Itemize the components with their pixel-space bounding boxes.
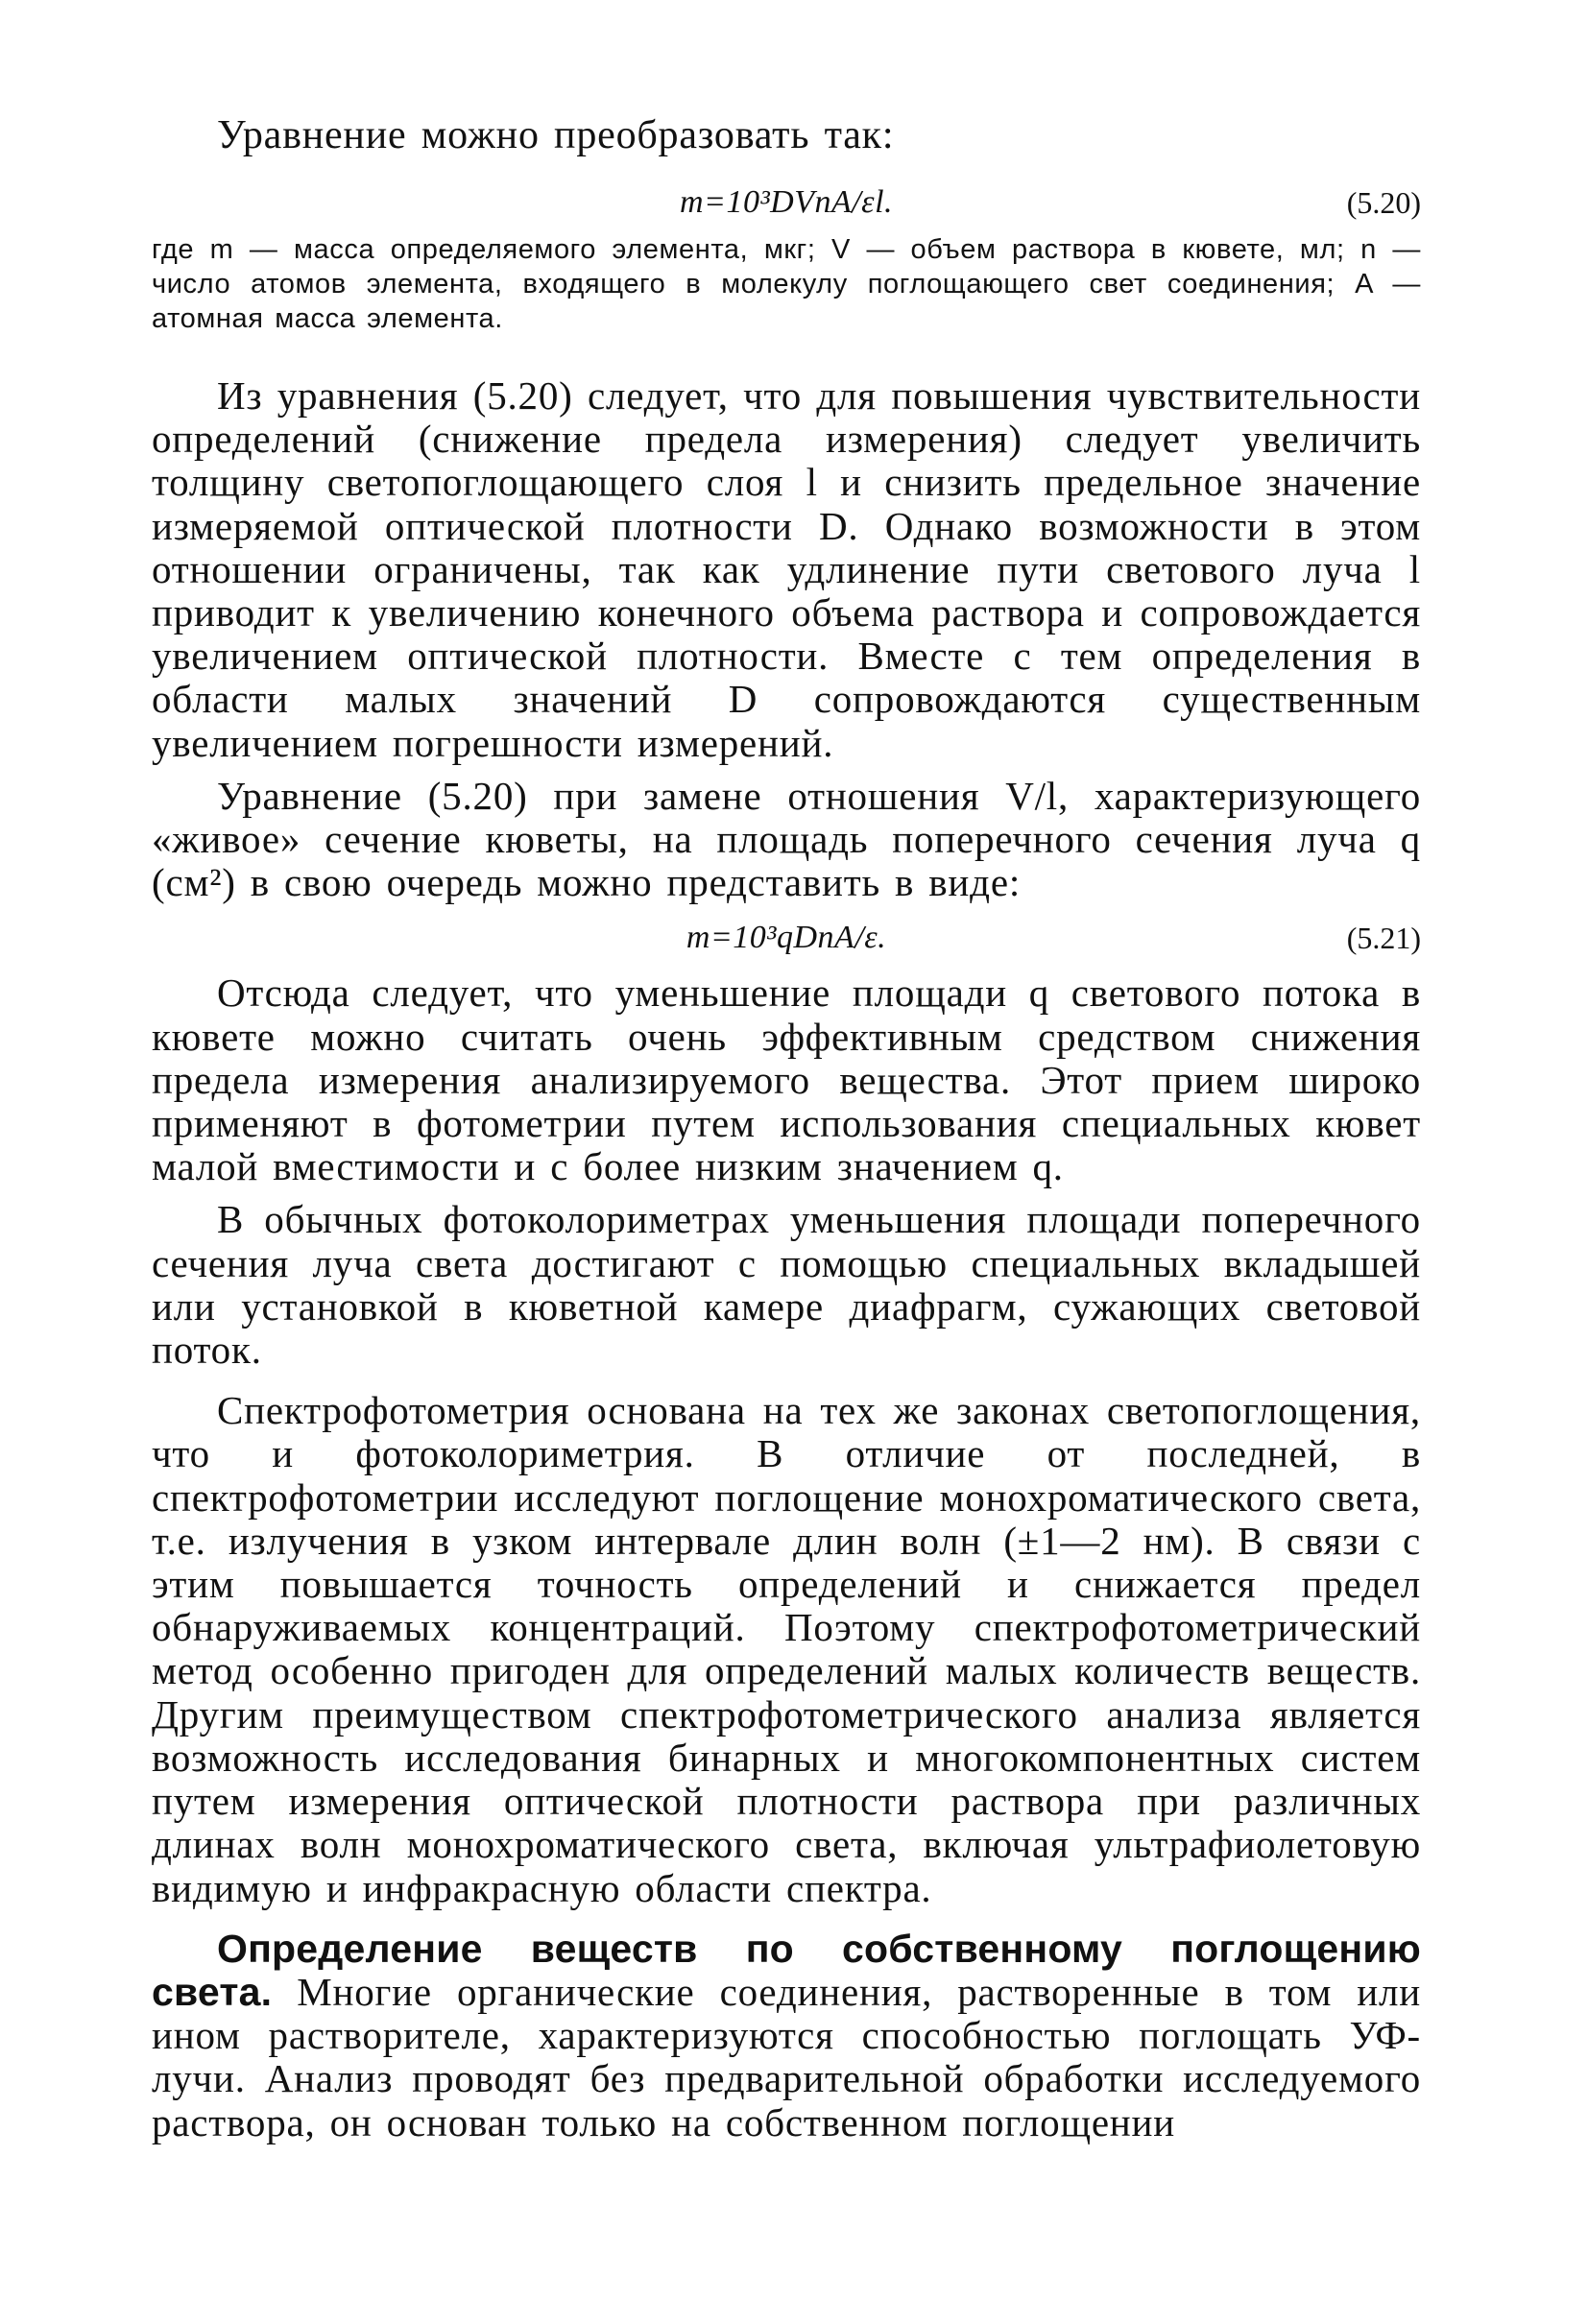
- paragraph-sensitivity: Из уравнения (5.20) следует, что для повышения чувствительности определений (снижение предела измерения) следует увеличить толщину светопоглощающего слоя l и снизить предельное значение измеряемой оптической плотности D. Однако возможности в этом отношении ограничены, так как удлинение пути светового луча l приводит к увеличению конечного объема раствора и сопровождается увеличением оптической плотности. Вместе с тем определения в области малых значений D сопровождаются существенным увеличением погрешности измерений.: [152, 373, 1421, 765]
- document-page: [152, 113, 1421, 2144]
- equation-5-20-number: (5.20): [1346, 185, 1421, 220]
- paragraph-own-absorption-body: Многие органические соединения, растворенные в том или ином растворителе, характеризуются способностью поглощать УФ-лучи. Анализ проводят без предварительной обработки исследуемого раствора, он основан только на собственном поглощении: [152, 1969, 1421, 2144]
- paragraph-cross-section: Уравнение (5.20) при замене отношения V/l, характеризующего «живое» сечение кюветы, на площадь поперечного сечения луча q (см²) в свою очередь можно представить в виде:: [152, 773, 1421, 905]
- equation-5-20-expression: m=10³DVnA/εl.: [679, 184, 894, 220]
- equation-legend: где m — масса определяемого элемента, мкг; V — объем раствора в кювете, мл; n — число атомов элемента, входящего в молекулу поглощающего свет соединения; A — атомная масса элемента.: [152, 234, 1421, 334]
- section-heading-inline: Определение веществ по собственному поглощению света.: [152, 1926, 1421, 2014]
- equation-5-21-expression: m=10³qDnA/ε.: [686, 920, 887, 956]
- paragraph-area-reduction: Отсюда следует, что уменьшение площади q светового потока в кювете можно считать очень эффективным средством снижения предела измерения анализируемого вещества. Этот прием широко применяют в фотометрии путем использования специальных кювет малой вместимости и с более низким значением q.: [152, 970, 1421, 1189]
- paragraph-spectrophotometry: Спектрофотометрия основана на тех же законах светопоглощения, что и фотоколориметрия. В отличие от последней, в спектрофотометрии исследуют поглощение монохроматического света, т.е. излучения в узком интервале длин волн (±1—2 нм). В связи с этим повышается точность определений и снижается предел обнаруживаемых концентраций. Поэтому спектрофотометрический метод особенно пригоден для определений малых количеств веществ. Другим преимуществом спектрофотометрического анализа является возможность исследования бинарных и многокомпонентных систем путем измерения оптической плотности раствора при различных длинах волн монохроматического света, включая ультрафиолетовую видимую и инфракрасную области спектра.: [152, 1388, 1421, 1910]
- equation-5-21-number: (5.21): [1346, 921, 1421, 956]
- lead-sentence: Уравнение можно преобразовать так:: [217, 113, 895, 157]
- paragraph-own-absorption: [152, 1928, 1421, 2144]
- equation-5-21: [152, 914, 1421, 962]
- paragraph-photocolorimeters: В обычных фотоколориметрах уменьшения площади поперечного сечения луча света достигают с помощью специальных вкладышей или установкой в кюветной камере диафрагм, сужающих световой поток.: [152, 1197, 1421, 1373]
- equation-5-20: [152, 179, 1421, 227]
